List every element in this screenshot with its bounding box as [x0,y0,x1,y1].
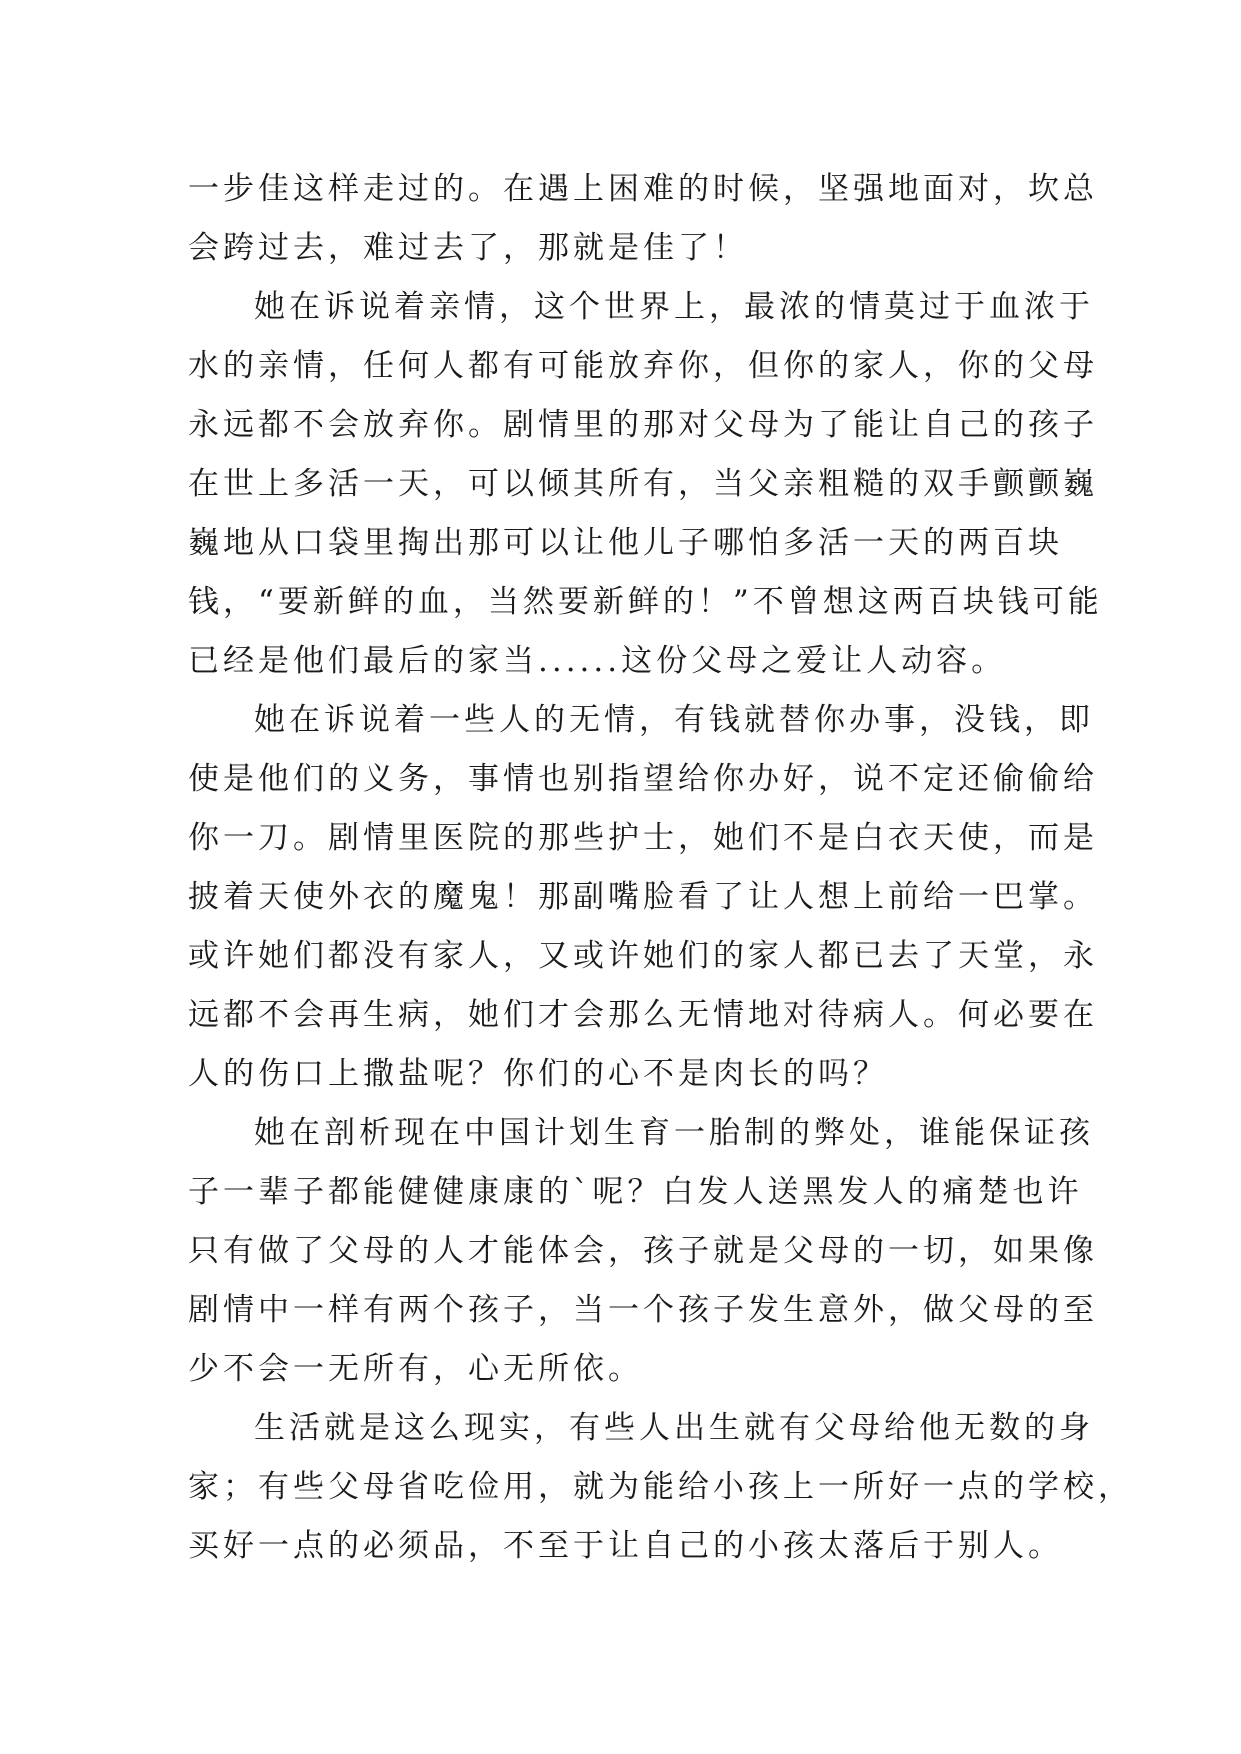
text-line: 或许她们都没有家人，又或许她们的家人都已去了天堂，永 [188,938,1098,974]
paragraph-5 [188,1399,1133,1576]
text-line: 你一刀。剧情里医院的那些护士，她们不是白衣天使，而是 [188,820,1098,856]
text-line: 钱，“要新鲜的血，当然要新鲜的！”不曾想这两百块钱可能 [188,584,1103,620]
text-line: 家；有些父母省吃俭用，就为能给小孩上一所好一点的学校， [188,1469,1133,1505]
paragraph-2 [188,278,1103,691]
text-line: 远都不会再生病，她们才会那么无情地对待病人。何必要在 [188,997,1098,1033]
text-line: 少不会一无所有，心无所依。 [188,1351,643,1387]
text-line: 会跨过去，难过去了，那就是佳了！ [188,230,748,266]
paragraph-4 [188,1104,1098,1399]
text-line: 巍地从口袋里掏出那可以让他儿子哪怕多活一天的两百块 [188,525,1063,561]
text-line: 已经是他们最后的家当......这份父母之爱让人动容。 [188,643,1007,679]
text-line: 买好一点的必须品，不至于让自己的小孩太落后于别人。 [188,1528,1063,1564]
body-text [188,160,1133,1576]
text-line: 她在诉说着一些人的无情，有钱就替你办事，没钱，即 [254,702,1094,738]
text-line: 水的亲情，任何人都有可能放弃你，但你的家人，你的父母 [188,348,1098,384]
text-line: 人的伤口上撒盐呢？你们的心不是肉长的吗？ [188,1056,888,1092]
text-line: 她在诉说着亲情，这个世界上，最浓的情莫过于血浓于 [254,289,1094,325]
text-line: 子一辈子都能健健康康的`呢？白发人送黑发人的痛楚也许 [188,1174,1083,1210]
text-line: 剧情中一样有两个孩子，当一个孩子发生意外，做父母的至 [188,1292,1098,1328]
text-line: 一步佳这样走过的。在遇上困难的时候，坚强地面对，坎总 [188,171,1098,207]
text-line: 她在剖析现在中国计划生育一胎制的弊处，谁能保证孩 [254,1115,1094,1151]
text-line: 永远都不会放弃你。剧情里的那对父母为了能让自己的孩子 [188,407,1098,443]
text-line: 披着天使外衣的魔鬼！那副嘴脸看了让人想上前给一巴掌。 [188,879,1098,915]
text-line: 使是他们的义务，事情也别指望给你办好，说不定还偷偷给 [188,761,1098,797]
text-line: 在世上多活一天，可以倾其所有，当父亲粗糙的双手颤颤巍 [188,466,1098,502]
paragraph-1 [188,160,1098,278]
text-line: 生活就是这么现实，有些人出生就有父母给他无数的身 [254,1410,1094,1446]
text-line: 只有做了父母的人才能体会，孩子就是父母的一切，如果像 [188,1233,1098,1269]
paragraph-3 [188,691,1098,1104]
